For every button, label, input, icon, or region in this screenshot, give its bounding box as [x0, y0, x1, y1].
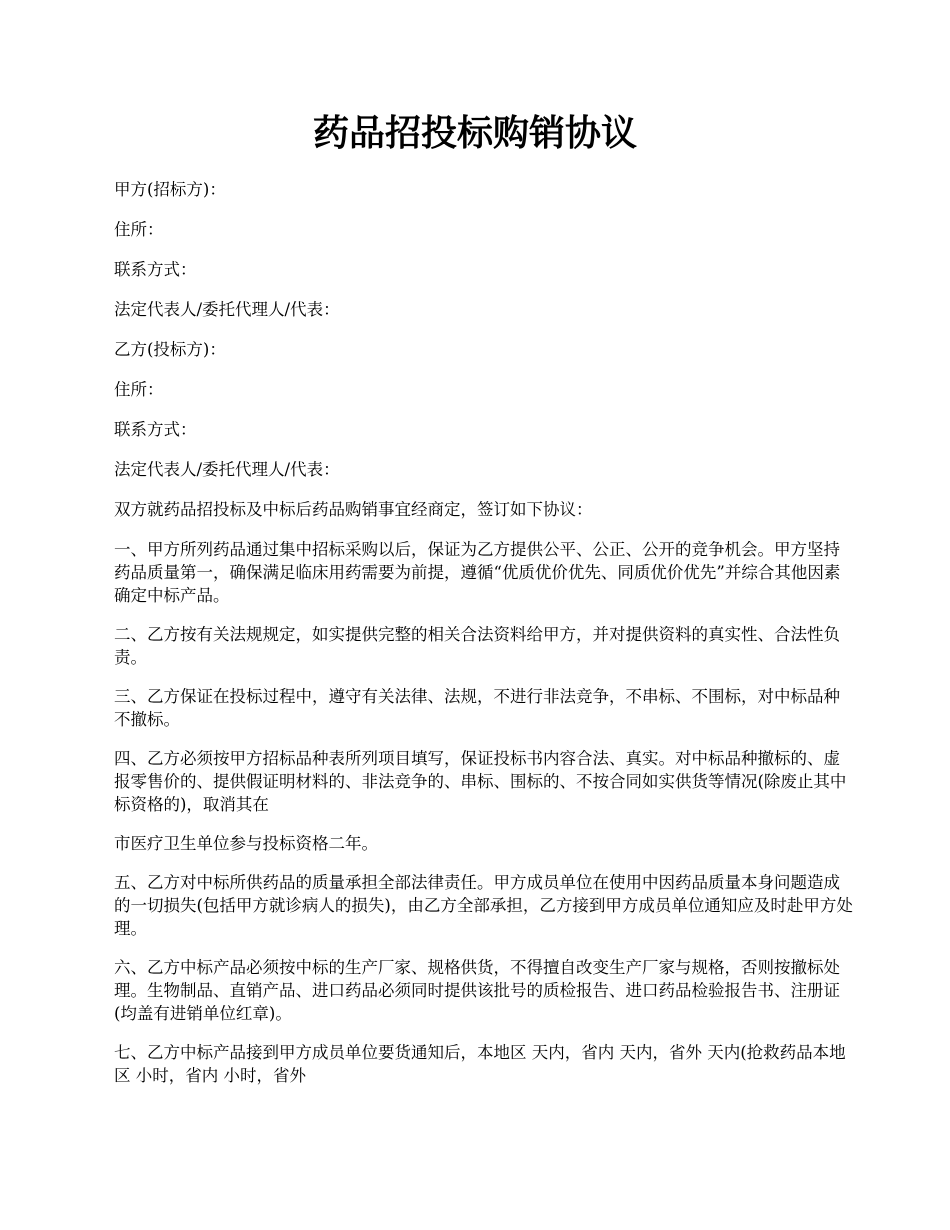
party-a-representative: 法定代表人/委托代理人/代表：: [114, 300, 340, 319]
clause-7: 七、乙方中标产品接到甲方成员单位要货通知后，本地区 天内，省内 天内，省外 天内(抢救药品本地区 小时，省内 小时，省外: [114, 1043, 846, 1085]
clause-1: 一、甲方所列药品通过集中招标采购以后，保证为乙方提供公平、公正、公开的竞争机会。甲方坚持药品质量第一，确保满足临床用药需要为前提，遵循“优质优价优先、同质优价优先”并综合其他因素确定中标产品。: [114, 540, 841, 605]
party-a-label: 甲方(招标方)：: [114, 180, 226, 199]
clause-4-continued: 市医疗卫生单位参与投标资格二年。: [114, 834, 378, 853]
clause-6: 六、乙方中标产品必须按中标的生产厂家、规格供货，不得擅自改变生产厂家与规格，否则按撤标处理。生物制品、直销产品、进口药品必须同时提供该批号的质检报告、进口药品检验报告书、注册证(均盖有进销单位红章)。: [114, 958, 840, 1023]
clause-3: 三、乙方保证在投标过程中，遵守有关法律、法规，不进行非法竞争，不串标、不围标，对中标品种不撤标。: [114, 687, 840, 729]
document-body: [114, 178, 854, 1103]
party-a-address: 住所：: [114, 220, 164, 239]
party-b-contact: 联系方式：: [114, 420, 197, 439]
document-title: 药品招投标购销协议: [312, 112, 637, 154]
clause-4: 四、乙方必须按甲方招标品种表所列项目填写，保证投标书内容合法、真实。对中标品种撤标的、虚报零售价的、提供假证明材料的、非法竞争的、串标、围标的、不按合同如实供货等情况(除废止其中标资格的)，取消其在: [114, 749, 847, 814]
party-a-contact: 联系方式：: [114, 260, 197, 279]
clause-5: 五、乙方对中标所供药品的质量承担全部法律责任。甲方成员单位在使用中因药品质量本身问题造成的一切损失(包括甲方就诊病人的损失)，由乙方全部承担，乙方接到甲方成员单位通知应及时赴甲方处理。: [114, 873, 853, 938]
party-b-label: 乙方(投标方)：: [114, 340, 226, 359]
agreement-intro: 双方就药品招投标及中标后药品购销事宜经商定，签订如下协议：: [114, 500, 593, 519]
clause-2: 二、乙方按有关法规规定，如实提供完整的相关合法资料给甲方，并对提供资料的真实性、合法性负责。: [114, 625, 840, 667]
party-b-address: 住所：: [114, 380, 164, 399]
party-b-representative: 法定代表人/委托代理人/代表：: [114, 460, 340, 479]
